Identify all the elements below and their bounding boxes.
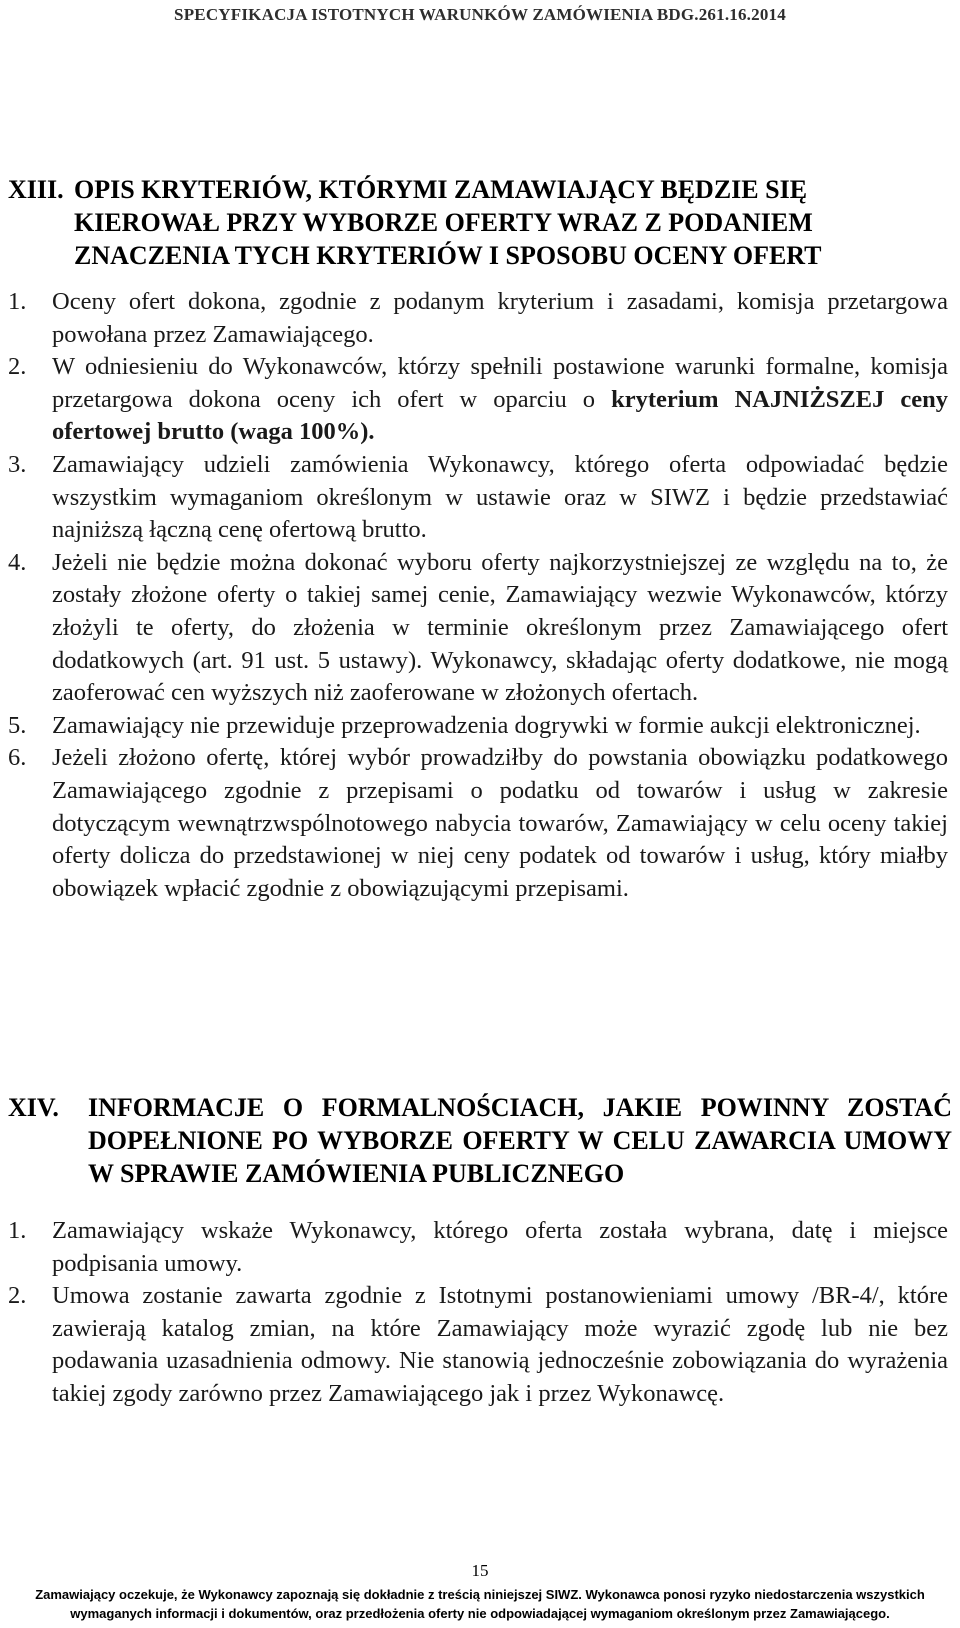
list-item — [0, 742, 960, 905]
item-number: 4. — [8, 548, 27, 576]
section-xiv — [0, 1091, 960, 1411]
list-item — [0, 1215, 960, 1280]
page-number: 15 — [471, 1561, 489, 1580]
item-number: 6. — [8, 744, 27, 772]
item-number: 5. — [8, 711, 27, 739]
section-heading — [8, 173, 952, 272]
list-item — [0, 351, 960, 449]
list-item — [0, 1280, 960, 1410]
section-heading — [8, 1091, 952, 1190]
item-text: Zamawiający udzieli zamówienia Wykonawcy, którego oferta odpowiadać będzie wszystkim wymaganiom określonym w ustawie oraz w SIWZ i będzie przedstawiać najniższą łączną cenę ofertową brutto. — [52, 450, 948, 544]
item-text: Zamawiający nie przewiduje przeprowadzenia dogrywki w formie aukcji elektronicznej. — [52, 711, 921, 739]
section-xiv-list — [0, 1215, 960, 1411]
list-item — [0, 547, 960, 710]
item-text: Umowa zostanie zawarta zgodnie z Istotnymi postanowieniami umowy /BR-4/, które zawierają katalog zmian, na które Zamawiający może wyrazić zgodę lub nie bez podawania uzasadnienia odmowy. Nie stanowią jednocześnie zobowiązania do wyrażenia takiej zgody zarówno przez Zamawiającego jak i przez Wykonawcę. — [52, 1282, 948, 1407]
footer-line: Zamawiający oczekuje, że Wykonawcy zapoznają się dokładnie z treścią niniejszej SIWZ. Wykonawca ponosi ryzyko niedostarczenia wszystkich — [35, 1587, 925, 1602]
section-title: OPIS KRYTERIÓW, KTÓRYMI ZAMAWIAJĄCY BĘDZIE SIĘ KIEROWAŁ PRZY WYBORZE OFERTY WRAZ Z PODANIEM ZNACZENIA TYCH KRYTERIÓW I SPOSOBU OCENY OFERT — [74, 175, 822, 270]
item-text: Jeżeli nie będzie można dokonać wyboru oferty najkorzystniejszej ze względu na to, że zostały złożone oferty o takiej samej cenie, Zamawiający wezwie Wykonawców, którzy złożyli te oferty, do złożenia w terminie określonym przez Zamawiającego ofert dodatkowych (art. 91 ust. 5 ustawy). Wykonawcy, składając oferty dodatkowe, nie mogą zaoferować cen wyższych niż zaoferowane w złożonych ofertach. — [52, 548, 948, 707]
section-number: XIV. — [8, 1093, 59, 1122]
item-number: 2. — [8, 353, 27, 381]
item-text: Oceny ofert dokona, zgodnie z podanym kryterium i zasadami, komisja przetargowa powołana przez Zamawiającego. — [52, 288, 948, 348]
item-text: Jeżeli złożono ofertę, której wybór prowadziłby do powstania obowiązku podatkowego Zamawiającego zgodnie z przepisami o podatku od towarów i usług w zakresie dotyczącym wewnątrzwspólnotowego nabycia towarów, Zamawiający w celu oceny takiej oferty dolicza do przedstawionej w niej ceny podatek od towarów i usług, który miałby obowiązek wpłacić zgodnie z obowiązującymi przepisami. — [52, 744, 948, 902]
item-number: 3. — [8, 450, 27, 478]
running-header: SPECYFIKACJA ISTOTNYCH WARUNKÓW ZAMÓWIENIA BDG.261.16.2014 — [174, 5, 786, 24]
page-footer — [0, 1585, 960, 1623]
section-title: INFORMACJE O FORMALNOŚCIACH, JAKIE POWINNY ZOSTAĆ DOPEŁNIONE PO WYBORZE OFERTY W CELU ZAWARCIA UMOWY W SPRAWIE ZAMÓWIENIA PUBLICZNEGO — [88, 1093, 952, 1188]
item-number: 1. — [8, 1217, 27, 1244]
item-number: 1. — [8, 288, 27, 315]
item-number: 2. — [8, 1282, 27, 1310]
criterion-bold-text: kryterium NAJNIŻSZEJ ceny ofertowej brutto (waga 100%). — [52, 385, 949, 446]
list-item — [0, 710, 960, 743]
item-text-with-bold — [52, 351, 948, 449]
list-item — [0, 286, 960, 351]
section-xiii-list — [0, 286, 960, 905]
item-text: Zamawiający wskaże Wykonawcy, którego oferta została wybrana, datę i miejsce podpisania umowy. — [52, 1217, 948, 1277]
section-number: XIII. — [8, 175, 64, 204]
section-xiii — [0, 173, 960, 905]
footer-line: wymaganych informacji i dokumentów, oraz przedłożenia oferty nie odpowiadającej wymaganiom określonym przez Zamawiającego. — [70, 1606, 890, 1621]
list-item — [0, 449, 960, 547]
item-text: W odniesieniu do Wykonawców, którzy spełnili postawione warunki formalne, komisja przetargowa dokona oceny ich ofert w oparciu o — [52, 353, 948, 413]
